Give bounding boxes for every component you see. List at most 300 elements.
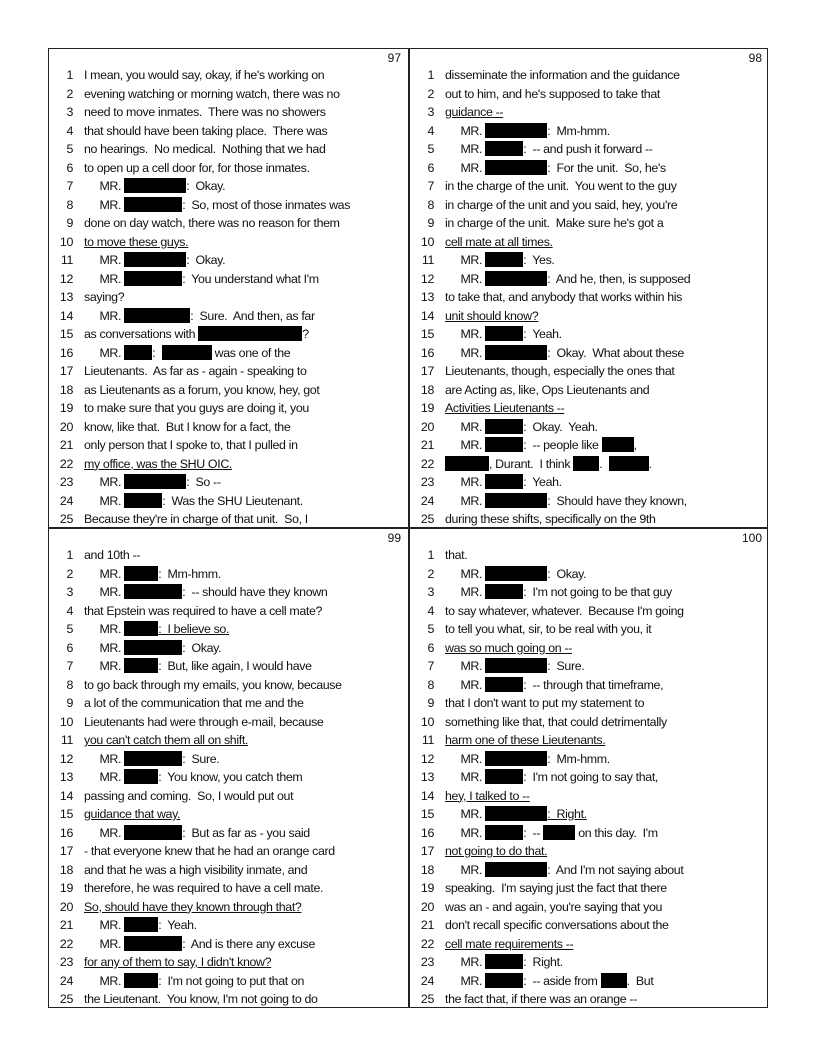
line-text	[84, 307, 405, 326]
line-text	[445, 103, 766, 122]
page-number: 99	[387, 531, 401, 545]
transcript-line	[410, 768, 768, 787]
text-segment: : I'm not going to put that on	[158, 973, 305, 988]
text-segment: no hearings. No medical. Nothing that we had	[84, 142, 326, 156]
redaction-block	[573, 456, 599, 471]
redaction-block	[485, 271, 547, 286]
line-text	[84, 381, 405, 400]
line-text	[445, 787, 766, 806]
text-segment: disseminate the information and the guidance	[445, 68, 680, 82]
transcript-line	[49, 620, 407, 639]
text-segment: : For the unit. So, he's	[547, 160, 666, 175]
line-number: 23	[59, 475, 73, 489]
text-segment: MR.	[84, 308, 125, 323]
text-segment: MR.	[84, 179, 125, 193]
line-text	[445, 492, 766, 511]
text-segment: MR.	[445, 585, 486, 599]
transcript-line	[410, 251, 768, 270]
text-segment: MR.	[445, 751, 486, 766]
line-text	[445, 140, 766, 159]
line-number: 4	[66, 603, 73, 618]
text-segment: guidance that way.	[84, 807, 181, 821]
line-text	[445, 583, 766, 602]
line-text	[84, 546, 405, 565]
line-text	[84, 583, 405, 602]
line-text	[445, 288, 766, 307]
text-segment: that Epstein was required to have a cell mate?	[84, 603, 323, 618]
redaction-block	[485, 677, 523, 692]
line-number: 11	[421, 253, 434, 267]
line-text	[84, 657, 405, 676]
redaction-block	[124, 271, 182, 286]
line-text	[445, 418, 766, 437]
text-segment: : Okay.	[182, 640, 222, 655]
transcript-line	[410, 473, 768, 492]
line-number: 6	[66, 160, 73, 175]
redaction-block	[124, 584, 182, 599]
text-segment: - that everyone knew that he had an orange card	[84, 844, 335, 858]
transcript-line	[410, 583, 768, 602]
text-segment: know, like that. But I know for a fact, the	[84, 419, 291, 434]
redaction-block	[162, 345, 212, 360]
transcript-line	[410, 455, 768, 474]
line-number: 4	[427, 123, 434, 138]
transcript-page-98	[410, 49, 768, 526]
line-text	[84, 990, 405, 1006]
text-segment: in charge of the unit and you said, hey, you're	[445, 197, 678, 212]
transcript-page-99	[49, 529, 407, 1006]
text-segment: MR.	[445, 677, 486, 692]
line-number: 2	[66, 86, 73, 101]
text-segment: MR.	[84, 918, 125, 932]
transcript-line	[410, 546, 768, 565]
text-segment: Lieutenants. As far as - again - speaking to	[84, 364, 307, 378]
line-text	[445, 935, 766, 954]
text-segment: cell mate at all times.	[445, 234, 553, 249]
text-segment: only person that I spoke to, that I pulled in	[84, 438, 298, 452]
line-number: 18	[59, 382, 73, 397]
text-segment: : -- should have they known	[182, 585, 328, 599]
line-number: 18	[420, 862, 434, 877]
redaction-block	[124, 308, 190, 323]
line-number: 8	[66, 197, 73, 212]
transcript-line	[49, 676, 407, 695]
line-number: 20	[420, 899, 434, 914]
line-text	[84, 953, 405, 972]
transcript-line	[410, 510, 768, 526]
redaction-block	[485, 862, 547, 877]
text-segment: MR.	[84, 659, 125, 673]
text-segment: .	[599, 456, 609, 471]
line-number: 22	[420, 936, 434, 951]
text-segment: ?	[302, 327, 309, 341]
line-text	[445, 233, 766, 252]
text-segment: : -- aside from	[523, 973, 601, 988]
transcript-line	[49, 66, 407, 85]
transcript-line	[410, 731, 768, 750]
text-segment: on this day. I'm	[575, 825, 658, 840]
line-number: 3	[427, 585, 434, 599]
line-number: 10	[420, 714, 434, 729]
line-text	[445, 620, 766, 639]
text-segment: So, should have they known through that?	[84, 899, 302, 914]
line-number: 25	[420, 512, 434, 526]
line-text	[445, 750, 766, 769]
text-segment: MR.	[445, 825, 486, 840]
redaction-block	[124, 658, 158, 673]
text-segment: my office, was the SHU OIC.	[84, 456, 233, 471]
text-segment: , Durant. I think	[489, 456, 574, 471]
text-segment: : But, like again, I would have	[158, 659, 312, 673]
line-number: 7	[66, 179, 73, 193]
line-number: 24	[59, 973, 73, 988]
text-segment: need to move inmates. There was no showers	[84, 105, 326, 119]
transcript-line	[49, 251, 407, 270]
line-text	[445, 990, 766, 1006]
text-segment: : -- people like	[523, 438, 602, 452]
transcript-line	[410, 325, 768, 344]
transcript-line	[410, 492, 768, 511]
redaction-block	[485, 345, 547, 360]
text-segment: MR.	[84, 197, 125, 212]
line-text	[84, 861, 405, 880]
line-text	[445, 436, 766, 455]
text-segment: to open up a cell door for, for those inmates.	[84, 160, 310, 175]
transcript-line	[410, 750, 768, 769]
transcript-line	[410, 418, 768, 437]
line-text	[445, 602, 766, 621]
transcript-page-97	[49, 49, 407, 526]
line-text	[84, 66, 405, 85]
redaction-block	[124, 197, 182, 212]
redaction-block	[485, 160, 547, 175]
line-text	[84, 916, 405, 935]
line-number: 23	[59, 955, 73, 969]
line-number: 16	[420, 345, 434, 360]
redaction-block	[485, 751, 547, 766]
line-number: 10	[59, 714, 73, 729]
line-text	[445, 214, 766, 233]
transcript-line	[49, 879, 407, 898]
redaction-block	[124, 936, 182, 951]
redaction-block	[485, 419, 523, 434]
text-segment: Lieutenants, though, especially the ones that	[445, 364, 675, 378]
text-segment: : Sure.	[547, 659, 585, 673]
transcript-line	[410, 85, 768, 104]
text-segment: to make sure that you guys are doing it, you	[84, 401, 309, 415]
line-number: 8	[66, 677, 73, 692]
line-number: 5	[427, 622, 434, 636]
transcript-line	[410, 805, 768, 824]
text-segment: MR.	[84, 751, 125, 766]
redaction-block	[543, 825, 575, 840]
redaction-block	[485, 825, 523, 840]
transcript-line	[410, 344, 768, 363]
line-text	[445, 362, 766, 381]
transcript-line	[49, 177, 407, 196]
line-text	[84, 731, 405, 750]
redaction-block	[124, 751, 182, 766]
transcript-line	[49, 103, 407, 122]
line-number: 1	[66, 548, 73, 562]
transcript-page-100	[410, 529, 768, 1006]
text-segment: MR.	[84, 622, 125, 636]
line-text	[84, 455, 405, 474]
line-number: 23	[420, 475, 434, 489]
transcript-line	[410, 233, 768, 252]
redaction-block	[124, 493, 162, 508]
redaction-block	[485, 252, 523, 267]
line-number: 11	[60, 733, 73, 747]
text-segment: to take that, and anybody that works within his	[445, 290, 683, 304]
line-number: 4	[66, 123, 73, 138]
line-number: 24	[420, 973, 434, 988]
transcript-line	[410, 657, 768, 676]
text-segment: MR.	[445, 438, 486, 452]
transcript-line	[410, 307, 768, 326]
text-segment: MR.	[445, 770, 486, 784]
line-number: 7	[66, 659, 73, 673]
line-text	[84, 418, 405, 437]
text-segment: :	[152, 345, 162, 360]
transcript-line	[49, 916, 407, 935]
page-number: 98	[748, 51, 762, 65]
text-segment: : -- and push it forward --	[523, 142, 653, 156]
line-number: 13	[59, 290, 73, 304]
redaction-block	[485, 973, 523, 988]
redaction-block	[124, 825, 182, 840]
redaction-block	[124, 917, 158, 932]
text-segment: the Lieutenant. You know, I'm not going to do	[84, 992, 318, 1006]
line-text	[445, 639, 766, 658]
line-text	[445, 805, 766, 824]
text-segment: : And is there any excuse	[182, 936, 316, 951]
text-segment: are Acting as, like, Ops Lieutenants and	[445, 382, 650, 397]
transcript-line	[49, 455, 407, 474]
text-segment: that.	[445, 548, 468, 562]
text-segment: and that he was a high visibility inmate, and	[84, 862, 308, 877]
line-text	[445, 731, 766, 750]
transcript-line	[49, 953, 407, 972]
line-number: 5	[66, 622, 73, 636]
text-segment: : Right.	[547, 807, 587, 821]
line-number: 22	[59, 456, 73, 471]
transcript-line	[49, 140, 407, 159]
text-segment: : Yeah.	[158, 918, 197, 932]
transcript-line	[410, 842, 768, 861]
line-number: 24	[59, 493, 73, 508]
line-number: 10	[59, 234, 73, 249]
line-text	[84, 842, 405, 861]
line-number: 14	[420, 788, 434, 803]
line-text	[445, 381, 766, 400]
transcript-line	[49, 657, 407, 676]
line-number: 7	[427, 179, 434, 193]
text-segment: : I'm not going to say that,	[523, 770, 659, 784]
text-segment: as conversations with	[84, 327, 199, 341]
text-segment: : Yeah.	[523, 327, 562, 341]
transcript-line	[49, 122, 407, 141]
line-text	[84, 399, 405, 418]
text-segment: to tell you what, sir, to be real with you, it	[445, 622, 652, 636]
redaction-block	[485, 769, 523, 784]
transcript-line	[410, 399, 768, 418]
transcript-line	[410, 602, 768, 621]
line-number: 12	[420, 271, 434, 286]
line-number: 14	[59, 788, 73, 803]
transcript-line	[49, 436, 407, 455]
line-number: 11	[60, 253, 73, 267]
transcript-line	[410, 140, 768, 159]
line-number: 3	[66, 105, 73, 119]
line-text	[445, 824, 766, 843]
transcript-line	[49, 307, 407, 326]
line-text	[445, 122, 766, 141]
line-number: 20	[59, 419, 73, 434]
line-text	[445, 565, 766, 584]
text-segment: something like that, that could detrimentally	[445, 714, 667, 729]
text-segment: : I believe so.	[158, 622, 230, 636]
text-segment: MR.	[445, 142, 486, 156]
text-segment: MR.	[84, 973, 125, 988]
text-segment: : Okay.	[547, 566, 587, 581]
line-number: 12	[59, 751, 73, 766]
line-number: 17	[59, 844, 73, 858]
transcript-line	[410, 861, 768, 880]
line-number: 10	[420, 234, 434, 249]
line-text	[84, 325, 405, 344]
transcript-line	[49, 214, 407, 233]
line-number: 8	[427, 197, 434, 212]
line-number: 18	[420, 382, 434, 397]
transcript-line	[49, 565, 407, 584]
text-segment: : Right.	[523, 955, 563, 969]
line-number: 12	[420, 751, 434, 766]
transcript-line	[49, 288, 407, 307]
text-segment: : Okay. Yeah.	[523, 419, 598, 434]
line-number: 2	[427, 86, 434, 101]
transcript-line	[49, 492, 407, 511]
line-number: 1	[66, 68, 73, 82]
line-text	[445, 159, 766, 178]
line-text	[445, 861, 766, 880]
line-text	[84, 602, 405, 621]
line-text	[445, 270, 766, 289]
line-text	[84, 233, 405, 252]
page-number: 100	[741, 531, 762, 545]
text-segment: : So, most of those inmates was	[182, 197, 351, 212]
text-segment: MR.	[445, 807, 486, 821]
text-segment: Activities Lieutenants --	[445, 401, 565, 415]
line-text	[84, 214, 405, 233]
transcript-line	[49, 824, 407, 843]
redaction-block	[485, 566, 547, 581]
line-number: 9	[66, 696, 73, 710]
transcript-line	[49, 546, 407, 565]
transcript-line	[49, 731, 407, 750]
line-number: 22	[59, 936, 73, 951]
text-segment: that should have been taking place. There was	[84, 123, 328, 138]
line-text	[84, 805, 405, 824]
text-segment: I mean, you would say, okay, if he's working on	[84, 68, 325, 82]
redaction-block	[124, 252, 186, 267]
text-segment: MR.	[445, 955, 486, 969]
transcript-line	[49, 325, 407, 344]
line-text	[84, 879, 405, 898]
text-segment: passing and coming. So, I would put out	[84, 788, 294, 803]
redaction-block	[485, 658, 547, 673]
text-segment: : --	[523, 825, 544, 840]
text-segment: : Sure.	[182, 751, 220, 766]
text-segment: : Okay.	[186, 179, 226, 193]
line-text	[445, 842, 766, 861]
transcript-line	[410, 103, 768, 122]
text-segment: ,	[633, 438, 637, 452]
line-text	[445, 657, 766, 676]
transcript-line	[49, 344, 407, 363]
redaction-block	[124, 566, 158, 581]
line-number: 17	[59, 364, 73, 378]
line-text	[84, 344, 405, 363]
transcript-line	[49, 842, 407, 861]
redaction-block	[198, 326, 302, 341]
line-text	[445, 768, 766, 787]
line-number: 4	[427, 603, 434, 618]
line-number: 16	[59, 825, 73, 840]
text-segment: MR.	[445, 493, 486, 508]
text-segment: : You understand what I'm	[182, 271, 319, 286]
redaction-block	[609, 456, 649, 471]
transcript-line	[410, 676, 768, 695]
transcript-line	[49, 602, 407, 621]
text-segment: : But as far as - you said	[182, 825, 310, 840]
transcript-lines	[49, 66, 407, 526]
text-segment: MR.	[84, 493, 125, 508]
line-text	[84, 270, 405, 289]
line-number: 14	[420, 308, 434, 323]
text-segment: MR.	[445, 419, 486, 434]
line-text	[84, 140, 405, 159]
text-segment: MR.	[84, 936, 125, 951]
text-segment: was an - and again, you're saying that you	[445, 899, 663, 914]
line-number: 25	[59, 992, 73, 1006]
line-number: 5	[66, 142, 73, 156]
transcript-line	[410, 990, 768, 1006]
line-text	[84, 103, 405, 122]
line-number: 15	[59, 327, 73, 341]
text-segment: a lot of the communication that me and the	[84, 696, 304, 710]
text-segment: cell mate requirements --	[445, 936, 574, 951]
transcript-line	[410, 288, 768, 307]
transcript-line	[49, 473, 407, 492]
text-segment: : Okay.	[186, 253, 226, 267]
line-number: 8	[427, 677, 434, 692]
line-number: 21	[59, 438, 73, 452]
transcript-line	[410, 196, 768, 215]
line-text	[445, 325, 766, 344]
transcript-line	[49, 639, 407, 658]
line-text	[445, 694, 766, 713]
redaction-block	[485, 123, 547, 138]
redaction-block	[485, 141, 523, 156]
line-number: 3	[427, 105, 434, 119]
line-text	[84, 177, 405, 196]
transcript-line	[410, 381, 768, 400]
text-segment: therefore, he was required to have a cell mate.	[84, 881, 324, 895]
line-number: 11	[421, 733, 434, 747]
line-text	[84, 676, 405, 695]
transcript-line	[410, 214, 768, 233]
